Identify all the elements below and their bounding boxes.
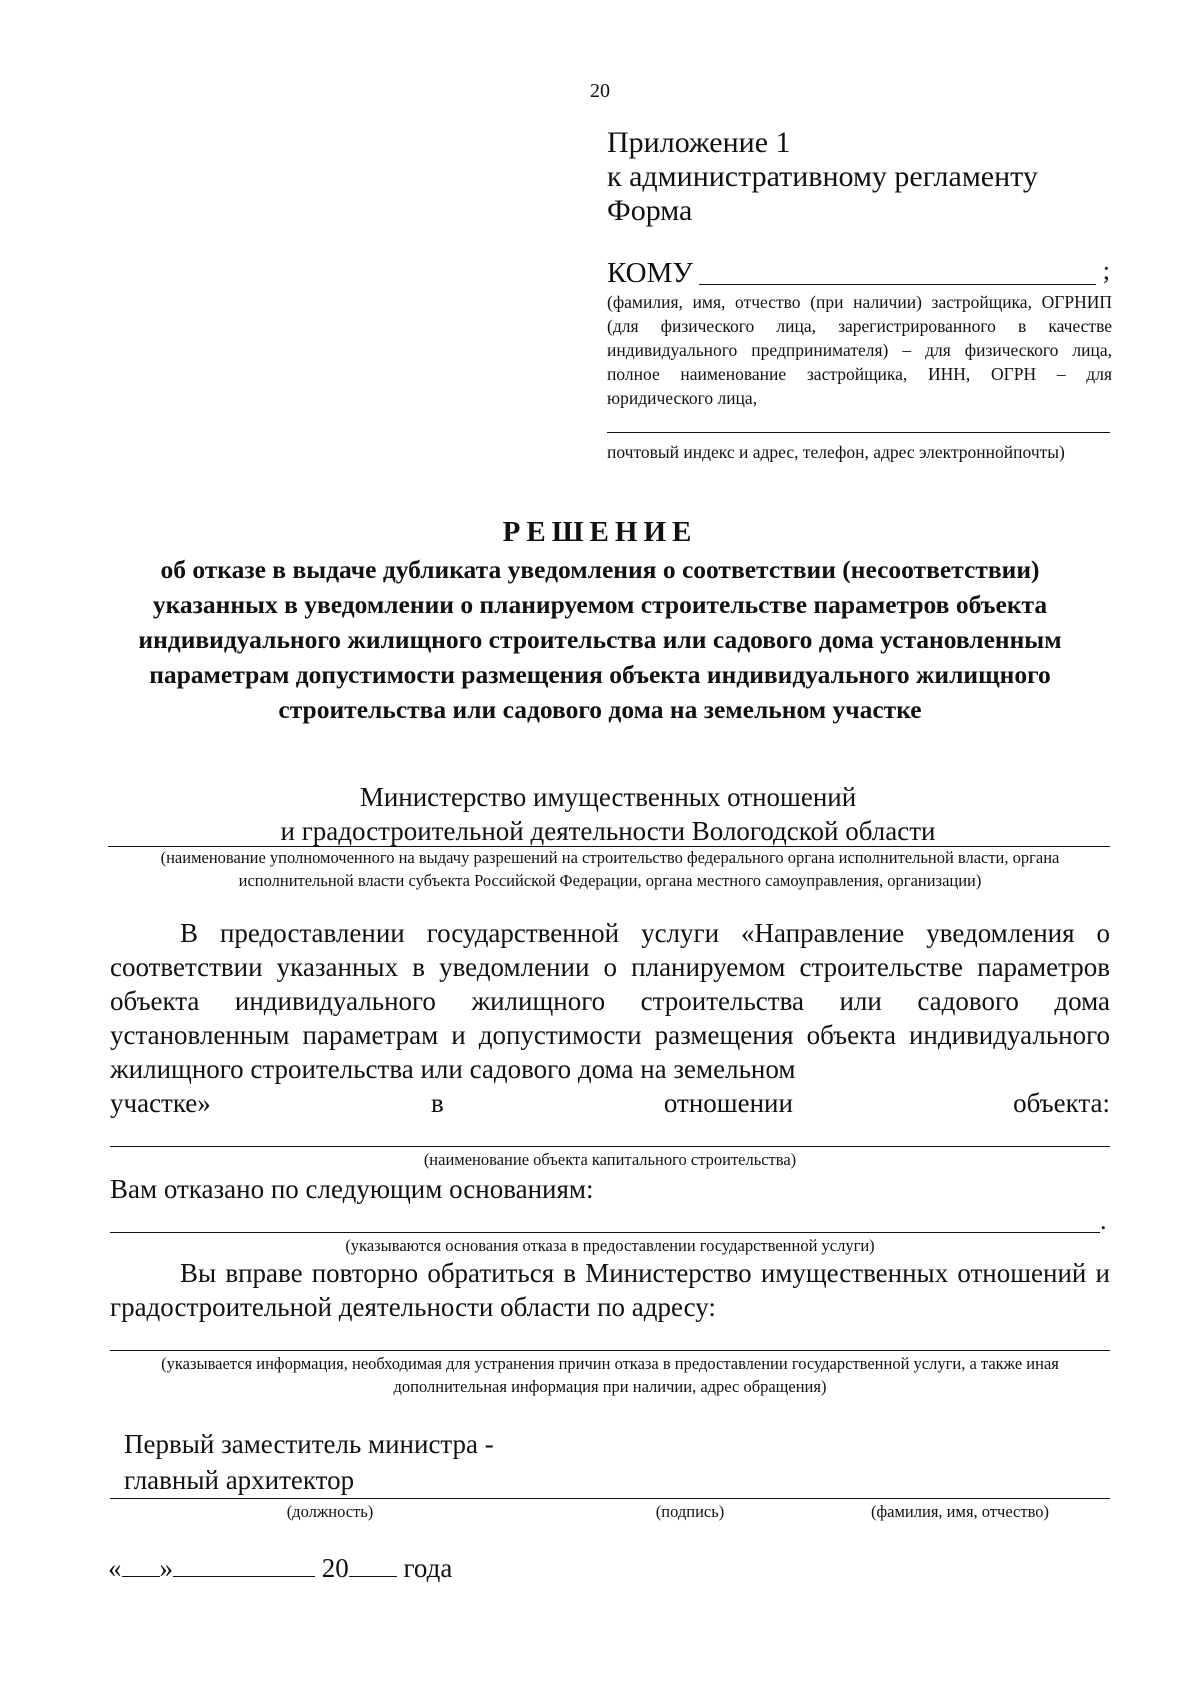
recipient-row (607, 256, 1110, 290)
authority-line-2: и градостроительной деятельности Вологодской области (280, 816, 936, 846)
document-title: РЕШЕНИЕ (502, 516, 698, 548)
position-line-1: Первый заместитель министра - (124, 1429, 494, 1459)
grounds-dot: . (1100, 1206, 1107, 1235)
body-paragraph-1-last-line (110, 1086, 1110, 1120)
recipient-address-hint: почтовый индекс и адрес, телефон, адрес электроннойпочты) (607, 442, 1065, 462)
refused-text: Вам отказано по следующим основаниям: (110, 1174, 594, 1204)
object-field-line (110, 1146, 1110, 1147)
last-line-word-3: отношении (663, 1088, 793, 1118)
document-subtitle: об отказе в выдаче дубликата уведомления о соответствии (несоответствии) указанных в уведомлении о планируемом строительстве параметров объекта индивидуального жилищного строительства или садового дома установленным параметрам допустимости размещения объекта индивидуального жилищного строительства или садового дома на земельном участке (138, 555, 1062, 724)
authority-line-1: Министерство имущественных отношений (359, 782, 857, 812)
authority-name (108, 780, 1108, 848)
authority-hint: (наименование уполномоченного на выдачу разрешений на строительство федерального органа исполнительной власти, органа исполнительной власти субъекта Российской Федерации, органа местного самоуправления, организации) (160, 848, 1060, 890)
appendix-line-3: Форма (607, 194, 693, 227)
address-field-line (110, 1350, 1110, 1351)
signature-line (110, 1498, 1110, 1499)
body-paragraph-1: В предоставлении государственной услуги «Направление уведомления о соответствии указанных в уведомлении о планируемом строительстве параметров объекта индивидуального жилищного строительства или садового дома установленным параметрам и допустимости размещения объекта индивидуального жилищного строительства или садового дома на земельном (110, 918, 1110, 1084)
last-line-word-4: объекта: (1013, 1088, 1110, 1118)
date-close-quote: » (159, 1553, 173, 1583)
date-day-field (122, 1550, 160, 1577)
signature-position (124, 1426, 494, 1498)
appendix-line-2: к административному регламенту (607, 160, 1038, 193)
last-line-word-1: участке» (110, 1088, 211, 1118)
address-hint: (указывается информация, необходимая для устранения причин отказа в предоставлении государственной услуги, а также иная дополнительная информация при наличии, адрес обращения) (161, 1354, 1059, 1396)
date-year-prefix: 20 (321, 1553, 349, 1583)
grounds-field-line (110, 1232, 1100, 1233)
appendix-header (607, 126, 1038, 228)
date-year-field (349, 1550, 397, 1577)
recipient-semicolon: ; (1102, 256, 1110, 285)
signature-label-position: (должность) (286, 1502, 374, 1521)
recipient-address-line (607, 432, 1110, 433)
position-line-2: главный архитектор (124, 1465, 355, 1495)
recipient-hint: (фамилия, имя, отчество (при наличии) застройщика, ОГРНИП (для физического лица, зарегистрированного в качестве индивидуального предпринимателя) – для физического лица, полное наименование застройщика, ИНН, ОГРН – для юридического лица, (607, 292, 1112, 408)
appendix-line-1: Приложение 1 (607, 126, 791, 159)
date-year-suffix: года (403, 1553, 453, 1583)
date-open-quote: « (108, 1553, 122, 1583)
last-line-word-2: в (430, 1088, 444, 1118)
page-number: 20 (590, 80, 610, 102)
recipient-label: КОМУ (607, 257, 693, 289)
date-month-field (173, 1550, 315, 1577)
body-paragraph-2: Вы вправе повторно обратиться в Министерство имущественных отношений и градостроительной деятельности области по адресу: (110, 1258, 1110, 1322)
signature-label-name: (фамилия, имя, отчество) (870, 1502, 1050, 1521)
signature-label-signature: (подпись) (655, 1502, 725, 1521)
date-row (108, 1550, 452, 1585)
recipient-field-line (699, 284, 1096, 285)
grounds-hint: (указываются основания отказа в предоставлении государственной услуги) (345, 1236, 875, 1255)
object-hint: (наименование объекта капитального строительства) (423, 1150, 797, 1169)
